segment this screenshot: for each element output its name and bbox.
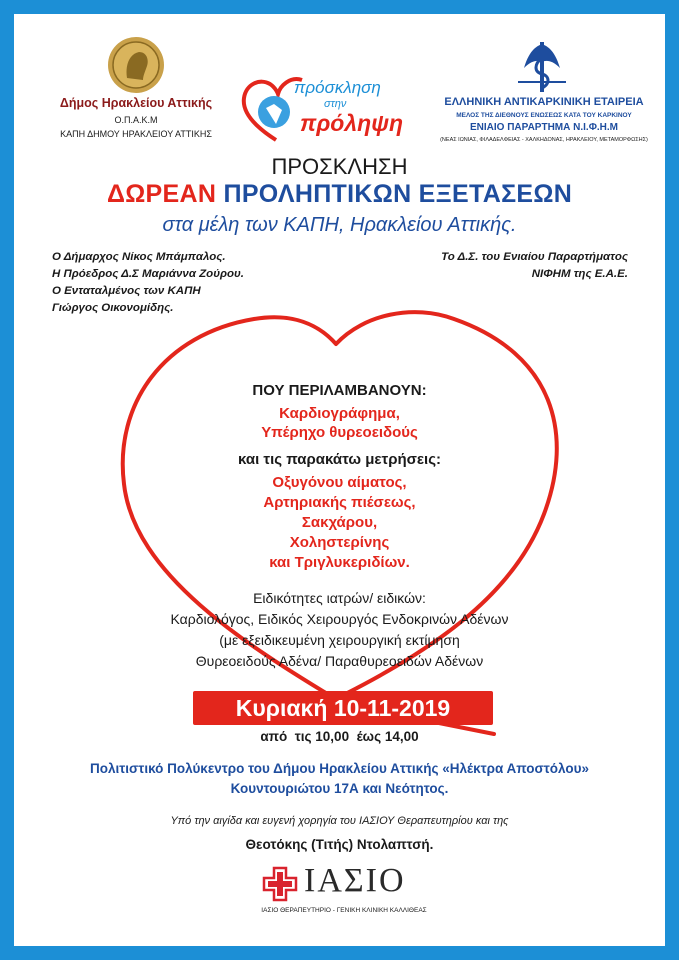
logo-word-invitation: πρόσκληση <box>294 78 381 97</box>
host-line: Γιώργος Οικονομίδης. <box>52 302 174 314</box>
event-date-badge: Κυριακή 10-11-2019 <box>193 691 493 725</box>
opakm-label: Ο.Π.Α.Κ.Μ <box>114 115 158 125</box>
iasio-caption: ΙΑΣΙΟ ΘΕΡΑΠΕΥΤΗΡΙΟ - ΓΕΝΙΚΗ ΚΛΙΝΙΚΗ ΚΑΛΛΙΘΕΑΣ <box>261 907 427 914</box>
host-line: Ο Ενταταλμένος των ΚΑΠΗ <box>52 285 201 297</box>
invitation-heading: ΠΡΟΣΚΛΗΣΗ <box>271 154 408 179</box>
includes-list <box>14 404 665 442</box>
measurement-item: Σακχάρου, <box>301 514 378 531</box>
host-line: Ο Δήμαρχος Νίκος Μπάμπαλος. <box>52 251 226 263</box>
hosts-right <box>394 249 628 283</box>
free-exams-heading <box>14 180 665 209</box>
poster <box>14 14 665 946</box>
municipality-name: Δήμος Ηρακλείου Αττικής <box>59 96 213 110</box>
sponsor-line: Υπό την αιγίδα και ευγενή χορηγία του ΙΑΣΙΟΥ Θεραπευτηρίου και της <box>170 815 509 827</box>
specialty-line: Καρδιολόγος, Ειδικός Χειρουργός Ενδοκρινών Αδένων <box>170 611 509 627</box>
society-name: ΕΛΛΗΝΙΚΗ ΑΝΤΙΚΑΡΚΙΝΙΚΗ ΕΤΑΙΡΕΙΑ <box>444 96 644 108</box>
event-time: από τις 10,00 έως 14,00 <box>260 729 419 744</box>
measurement-item: και Τριγλυκεριδίων. <box>269 554 410 571</box>
prevention-invitation-logo <box>236 64 436 154</box>
measurement-item: Χοληστερίνης <box>289 534 390 551</box>
measurements-list <box>14 473 665 573</box>
host-line: Το Δ.Σ. του Ενιαίου Παραρτήματος <box>441 251 628 263</box>
specialties-heading: Ειδικότητες ιατρών/ ειδικών: <box>253 590 426 606</box>
invitation-subtitle: στα μέλη των ΚΑΠΗ, Ηρακλείου Αττικής. <box>162 214 517 236</box>
society-branch: ΕΝΙΑΙΟ ΠΑΡΑΡΤΗΜΑ Ν.Ι.Φ.Η.Μ <box>469 122 619 133</box>
hosts-left <box>52 249 244 317</box>
society-areas: (ΝΕΑΣ ΙΩΝΙΑΣ, ΦΙΛΑΔΕΛΦΕΙΑΣ - ΧΑΛΚΗΔΟΝΑΣ, ΗΡΑΚΛΕΙΟΥ, ΜΕΤΑΜΟΡΦΩΣΗΣ) <box>440 137 648 143</box>
venue-line1: Πολιτιστικό Πολύκεντρο του Δήμου Ηρακλείου Αττικής «Ηλέκτρα Αποστόλου» <box>90 761 589 776</box>
host-line: ΝΙΦΗΜ της Ε.Α.Ε. <box>531 268 628 280</box>
measurements-heading: και τις παρακάτω μετρήσεις: <box>237 451 442 468</box>
includes-heading: ΠΟΥ ΠΕΡΙΛΑΜΒΑΝΟΥΝ: <box>252 382 427 399</box>
municipality-seal-icon <box>107 36 165 94</box>
kapi-label: ΚΑΠΗ ΔΗΜΟΥ ΗΡΑΚΛΕΙΟΥ ΑΤΤΙΚΗΣ <box>60 129 212 139</box>
sponsor-name: Θεοτόκης (Τιτής) Ντολαπτσή. <box>245 837 434 852</box>
exams-words: ΠΡΟΛΗΠΤΙΚΩΝ ΕΞΕΤΑΣΕΩΝ <box>223 180 573 208</box>
free-word: ΔΩΡΕΑΝ <box>106 180 217 208</box>
iasio-logo-text: ΙΑΣΙΟ <box>304 862 406 899</box>
venue-line2: Κουντουριώτου 17Α και Νεότητος. <box>230 781 449 796</box>
society-membership: ΜΕΛΟΣ ΤΗΣ ΔΙΕΘΝΟΥΣ ΕΝΩΣΕΩΣ ΚΑΤΑ ΤΟΥ ΚΑΡΚΙΝΟΥ <box>456 112 632 119</box>
specialties-block <box>14 588 665 672</box>
medical-cross-icon <box>262 866 298 902</box>
include-item: Καρδιογράφημα, <box>279 405 400 422</box>
host-line: Η Πρόεδρος Δ.Σ Μαριάννα Ζούρου. <box>52 268 244 280</box>
logo-word-prevention: πρόληψη <box>300 110 404 136</box>
include-item: Υπέρηχο θυρεοειδούς <box>261 424 418 441</box>
logo-word-to: στην <box>324 98 347 110</box>
specialty-line: Θυρεοειδούς Αδένα/ Παραθυρεοειδών Αδένων <box>195 653 484 669</box>
cancer-society-emblem-icon <box>512 38 572 96</box>
measurement-item: Αρτηριακής πιέσεως, <box>263 494 416 511</box>
measurement-item: Οξυγόνου αίματος, <box>272 474 407 491</box>
specialty-line: (με εξειδικευμένη χειρουργική εκτίμηση <box>219 632 460 648</box>
